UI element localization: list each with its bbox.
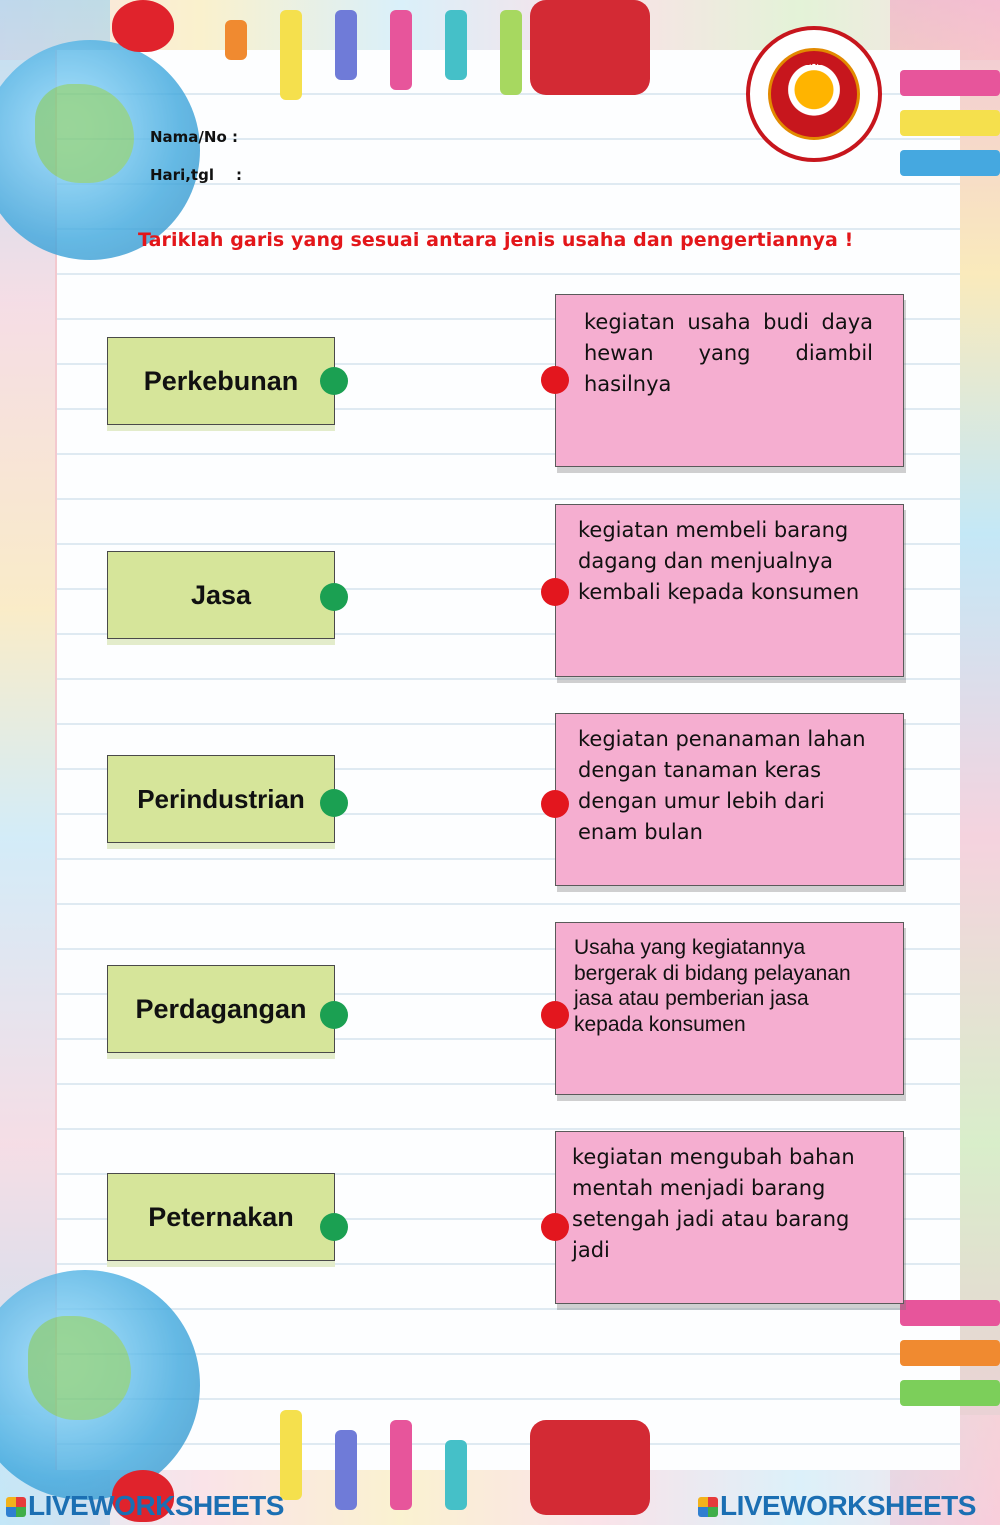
term-box-perindustrian: Perindustrian xyxy=(107,755,335,843)
pencil-icon xyxy=(900,110,1000,136)
date-label: Hari,tgl xyxy=(150,166,214,184)
definition-box-1: kegiatan usaha budi daya hewan yang diambil hasilnya xyxy=(555,294,904,467)
term-connector-dot-1[interactable] xyxy=(320,367,348,395)
school-bag-icon xyxy=(530,1420,650,1515)
school-bag-icon xyxy=(530,0,650,95)
pencil-icon xyxy=(900,1340,1000,1366)
instruction-text: Tariklah garis yang sesuai antara jenis usaha dan pengertiannya ! xyxy=(138,229,854,251)
term-connector-dot-4[interactable] xyxy=(320,1001,348,1029)
abacus-bead-icon xyxy=(500,10,522,95)
abacus-bead-icon xyxy=(280,1410,302,1500)
abacus-bead-icon xyxy=(225,20,247,60)
liveworksheets-logo-icon xyxy=(6,1497,26,1517)
abacus-bead-icon xyxy=(390,1420,412,1510)
definition-box-4: Usaha yang kegiatannya bergerak di bidang pelayanan jasa atau pemberian jasa kepada konsumen xyxy=(555,922,904,1095)
term-box-jasa: Jasa xyxy=(107,551,335,639)
definition-connector-dot-5[interactable] xyxy=(541,1213,569,1241)
definition-connector-dot-2[interactable] xyxy=(541,578,569,606)
logo-text: READY xyxy=(797,58,831,68)
abacus-bead-icon xyxy=(335,10,357,80)
pencil-icon xyxy=(900,70,1000,96)
abacus-bead-icon xyxy=(280,10,302,100)
footer-brand-left: LIVEWORKSHEETS xyxy=(6,1490,284,1522)
date-colon: : xyxy=(236,166,242,184)
liveworksheets-logo-icon xyxy=(698,1497,718,1517)
abacus-bead-icon xyxy=(445,1440,467,1510)
definition-box-3: kegiatan penanaman lahan dengan tanaman keras dengan umur lebih dari enam bulan xyxy=(555,713,904,886)
term-box-peternakan: Peternakan xyxy=(107,1173,335,1261)
school-logo xyxy=(746,26,882,162)
pencil-icon xyxy=(900,150,1000,176)
definition-connector-dot-1[interactable] xyxy=(541,366,569,394)
abacus-bead-icon xyxy=(445,10,467,80)
abacus-bead-icon xyxy=(335,1430,357,1510)
term-connector-dot-5[interactable] xyxy=(320,1213,348,1241)
apple-icon xyxy=(112,0,174,52)
abacus-bead-icon xyxy=(390,10,412,90)
definition-connector-dot-3[interactable] xyxy=(541,790,569,818)
term-connector-dot-3[interactable] xyxy=(320,789,348,817)
name-label: Nama/No : xyxy=(150,128,238,146)
definition-connector-dot-4[interactable] xyxy=(541,1001,569,1029)
pencil-icon xyxy=(900,1300,1000,1326)
footer-brand-right: LIVEWORKSHEETS xyxy=(698,1490,976,1522)
term-box-perkebunan: Perkebunan xyxy=(107,337,335,425)
term-connector-dot-2[interactable] xyxy=(320,583,348,611)
pencil-icon xyxy=(900,1380,1000,1406)
term-box-perdagangan: Perdagangan xyxy=(107,965,335,1053)
definition-box-2: kegiatan membeli barang dagang dan menjualnya kembali kepada konsumen xyxy=(555,504,904,677)
definition-box-5: kegiatan mengubah bahan mentah menjadi barang setengah jadi atau barang jadi xyxy=(555,1131,904,1304)
